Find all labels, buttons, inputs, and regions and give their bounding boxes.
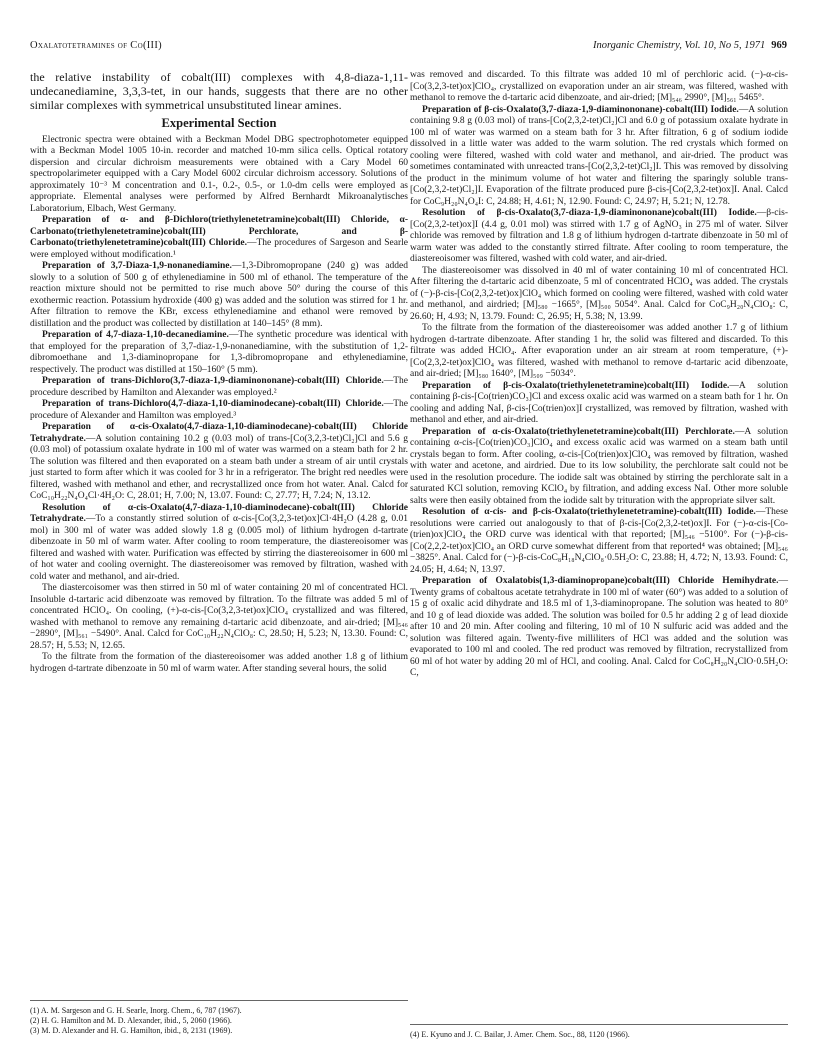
paragraph-body: —A solution containing α-cis-[Co(trien)CO₃]ClO₄ and excess oxalic acid was warmed on a steam bath until crystals began to form. After cooling, α-cis-[Co(trien)ox]ClO₄ was removed by filtration, washed with water and acetone, and airdried. Due to its low solubility, the perchlorate salt could not be used in the resolution procedure. The iodide salt was obtained by stirring the perchlorate salt in a saturated KCl solution, removing KClO₄ by filtration, and adding excess NaI. Other more soluble salts were then easily obtained from the iodide salt by trituration with the appropriate silver salt.	[410, 426, 789, 506]
journal-name: Inorganic Chemistry, Vol. 10, No 5, 1971	[592, 40, 766, 51]
paragraph-body: —A solution containing β-cis-[Co(trien)CO₃]Cl and excess oxalic acid was warmed on a steam bath for 1 hr. On cooling and adding NaI, β-cis-[Co(trien)ox]I crystallized, was removed by filtration, washed with methanol and ether, and air-dried.	[410, 380, 788, 425]
paragraph	[410, 381, 788, 427]
paragraph: To the filtrate from the formation of the diastereoisomer was added another 1.8 g of lithium hydrogen d-tartrate dibenzoate in 50 ml of warm water. After standing several hours, the solid	[30, 652, 408, 674]
footnote: (4) E. Kyuno and J. C. Bailar, J. Amer. Chem. Soc., 88, 1120 (1966).	[410, 1030, 630, 1039]
paragraph-body: —1,3-Dibromopropane (240 g) was added slowly to a solution of 500 g of ethylenediamine in 500 ml of ethanol. The temperature of the reaction mixture should not be permitted to rise much above 50° during the course of this exothermic reaction. Potassium hydroxide (400 g) was added and the solution was stirred for 1 hr. After filtration to remove the KBr, excess ethylenediamine and ethanol were removed by distillation and the product was collected by distillation at 140–145° (8 mm).	[30, 261, 408, 329]
paragraph-heading: Resolution of α-cis- and β-cis-Oxalato(triethylenetetramine)-cobalt(III) Iodide.	[422, 507, 756, 517]
paragraph-body: —The procedure described by Hamilton and Alexander was employed.²	[30, 376, 408, 398]
paragraph-body: —The procedure of Alexander and Hamilton was employed.³	[30, 399, 408, 421]
paragraph-body: —Twenty grams of cobaltous acetate tetrahydrate in 100 ml of water (60°) was added to a solution of 15 g of oxalic acid dihydrate and 18.5 ml of 1,3-diaminopropane. The solution was heated to 80° and 10 g of lead dioxide was added. The solution was boiled for 0.5 hr adding 2 g of lead dioxide after 10 and 20 min. After cooling and filtering, 10 ml of 10 N sulfuric acid was added and the solution was filtered again. Twenty-five milliliters of HCl was added and the solution was evaporated to 100 ml and cooled. The red product was removed by filtration, recrystallized from 60 ml of hot water by adding 20 ml of HCl, and cooling. Anal. Calcd for CoC₈H₂₀N₄ClO·0.5H₂O: C,	[410, 576, 788, 678]
paragraph	[410, 208, 788, 266]
paragraph-heading: Preparation of 4,7-diaza-1,10-decanediamine.	[42, 330, 229, 340]
paragraph-heading: Resolution of α-cis-Oxalato(4,7-diaza-1,10-diaminodecane)-cobalt(III) Chloride Tetrahydrate.	[30, 502, 408, 524]
paragraph-heading: Preparation of β-cis-Oxalato(3,7-diaza-1,9-diaminononane)-cobalt(III) Iodide.	[422, 104, 739, 115]
left-column	[30, 70, 408, 675]
paragraph: Electronic spectra were obtained with a Beckman Model DBG spectrophotometer equipped with a Beckman Model 1005 10-in. recorder and matched 10-mm silica cells. Optical rotatory dispersion and circular dichroism measurements were obtained with a Cary Model 60 spectropolarimeter equipped with a Cary Model 6002 circular dichroism accessory. Solutions of approximately 10⁻³ M concentration and 0.1-, 0.2-, 0.5-, or 1.0-dm cells were employed as appropriate. Elemental analyses were performed by Alfred Bernhardt Mikroanalytisches Laboratorium, Elbach, West Germany.	[30, 134, 408, 214]
paragraph	[30, 399, 408, 422]
paragraph-heading: Preparation of trans-Dichloro(4,7-diaza-1,10-diaminodecane)-cobalt(III) Chloride.	[42, 399, 384, 409]
paragraph-body: —β-cis-[Co(2,3,2-tet)ox]I (4.4 g, 0.01 mol) was stirred with 1.7 g of AgNO₃ in 275 ml of water. Silver chloride was removed by filtration and 1.8 g of lithium hydrogen d-tartrate dibenzoate in 50 ml of warm water was added to the constantly stirred filtrate. After cooling to room temperature, the diastereoisomer was filtered, washed with cold water, and air-dried.	[410, 208, 788, 264]
paragraph	[410, 507, 788, 576]
paragraph	[30, 261, 408, 330]
paragraph-body: —To a constantly stirred solution of α-cis-[Co(3,2,3-tet)ox]Cl·4H₂O (4.28 g, 0.01 mol) in 300 ml of water was added slowly 1.8 g (0.005 mol) of lithium hydrogen d-tartrate dibenzoate in 50 ml of warm water. After cooling to room temperature, the diastereoisomer was filtered and washed with water. Purification was effected by stirring the diastereoisomer in 600 ml of hot water and cooling overnight. The diastereoisomer was removed by filtration, washed with cold water and methanol, and air-dried.	[30, 514, 408, 582]
paragraph	[30, 503, 408, 584]
paragraph	[30, 215, 408, 261]
paragraph	[30, 376, 408, 399]
footnote: (2) H. G. Hamilton and M. D. Alexander, ibid., 5, 2060 (1966).	[30, 1016, 232, 1025]
intro-paragraph: the relative instability of cobalt(III) complexes with 4,8-diaza-1,11-undecanediamine, 3,3,3-tet, in our hands, suggests that there are no other similar complexes with symmetrical unsubstituted linear amines.	[30, 70, 408, 112]
paragraph-body: —These resolutions were carried out analogously to that of β-cis-[Co(2,3,2-tet)ox]I. For (−)-α-cis-[Co-(trien)ox]ClO₄ the ORD curve was identical with that reported; [M]₅₄₆ −5100°. For (−)-β-cis-[Co(2,2,2-tet)ox]ClO₄ an ORD curve somewhat different from that reported⁴ was obtained; [M]₅₄₆ −3825°. Anal. Calcd for (−)-β-cis-CoC₈H₁₈N₄ClO₈·0.5H₂O: C, 23.88; H, 4.72; N, 13.93. Found: C, 24.05; H, 4.64; N, 13.97.	[410, 507, 788, 575]
paragraph: To the filtrate from the formation of the diastereoisomer was added another 1.7 g of lithium hydrogen d-tartrate dibenzoate. After standing 1 hr, the solid was filtered and discarded. To this filtrate was added HClO₄. After evaporation under an air stream at room temperature, (+)-[Co(2,3,2-tet)ox]ClO₄ was filtered, washed with methanol to remove d-tartaric acid dibenzoate, and air-dried; [M]₅₈₀ 1640°, [M]₅₀₉ −5034°.	[410, 323, 788, 379]
paragraph	[410, 105, 788, 209]
right-column	[410, 70, 788, 680]
footnotes-left	[30, 1000, 408, 1036]
paragraph: was removed and discarded. To this filtrate was added 10 ml of perchloric acid. (−)-α-cis-[Co(3,2,3-tet)ox]ClO₄, crystallized on evaporation under an air stream, was filtered, washed with methanol to remove the d-tartaric acid dibenzoate, and air-dried; [M]₅₄₆ 2990°, [M]₅₆₁ 5465°.	[410, 70, 788, 103]
journal-citation	[593, 40, 787, 51]
paragraph-heading: Resolution of β-cis-Oxalato(3,7-diaza-1,9-diaminononane)cobalt(III) Iodide.	[422, 208, 757, 218]
paragraph-heading: Preparation of β-cis-Oxalato(triethylenetetramine)cobalt(III) Iodide.	[422, 380, 730, 391]
paragraph	[410, 427, 788, 508]
running-header	[30, 40, 787, 56]
paragraph-body: —The procedures of Sargeson and Searle were employed without modification.¹	[30, 238, 408, 260]
paragraph: The diastercoisomer was then stirred in 50 ml of water containing 20 ml of concentrated HCl. Insoluble d-tartaric acid dibenzoate was removed by filtration. To the filtrate was added 5 ml of concentrated HClO₄. On cooling, (+)-α-cis-[Co(3,2,3-tet)ox]ClO₄ crystallized and was filtered, washed with methanol to remove any remaining d-tartaric acid dibenzoate, and air-dried; [M]₅₄₆ −2890°, [M]₅₆₁ −5490°. Anal. Calcd for CoC₁₀H₂₂N₄ClO₈: C, 28.50; H, 5.23; N, 13.30. Found: C, 28.57; H, 5.53; N, 12.65.	[30, 583, 408, 651]
paragraph-heading: Preparation of α-cis-Oxalato(4,7-diaza-1,10-diaminodecane)-cobalt(III) Chloride Tetrahydrate.	[30, 422, 408, 444]
running-title: Oxalatotetramines of Co(III)	[30, 40, 162, 51]
paragraph-heading: Preparation of α- and β-Dichloro(triethylenetetramine)cobalt(III) Chloride, α-Carbonato(triethylenetetramine)cobalt(III) Perchlorate, and β-Carbonato(triethylenetetramine)cobalt(III) Chloride.	[30, 215, 408, 248]
paragraph-heading: Preparation of 3,7-Diaza-1,9-nonanediamine.	[42, 261, 232, 271]
footnotes-right	[410, 1024, 788, 1040]
paragraph	[410, 576, 788, 680]
page-number: 969	[771, 40, 787, 51]
footnote: (1) A. M. Sargeson and G. H. Searle, Inorg. Chem., 6, 787 (1967).	[30, 1006, 242, 1015]
paragraph: The diastereoisomer was dissolved in 40 ml of water containing 10 ml of concentrated HCl. After filtering the d-tartaric acid dibenzoate, 5 ml of concentrated HClO₄ was added. The crystals of (−)-β-cis-[Co(2,3,2-tet)ox]ClO₄ which formed on cooling were filtered, washed with cold water and methanol, and airdried; [M]₅₈₀ −1665°, [M]₅₀₀ 5054°. Anal. Calcd for CoC₉H₂₀N₄ClO₈: C, 26.60; H, 4.93; N, 13.79. Found: C, 26.95; H, 5.38; N, 13.99.	[410, 265, 788, 322]
section-title: Experimental Section	[161, 116, 277, 130]
paragraph	[30, 330, 408, 376]
paragraph-body: —A solution containing 10.2 g (0.03 mol) of trans-[Co(3,2,3-tet)Cl₂]Cl and 5.6 g (0.03 mol) of potassium oxalate hydrate in 100 ml of water was warmed on a steam bath for 2 hr. The solution was filtered and then evaporated on a steam bath under a stream of air until crystals just started to form after which it was cooled for 3 hr in a refrigerator. The bright red needles were filtered, washed with methanol and ether, and recrystallized once from hot water. Anal. Calcd for CoC₁₀H₂₂N₄O₄Cl·4H₂O: C, 28.01; H, 7.00; N, 13.07. Found: C, 27.77; H, 7.24; N, 13.12.	[30, 433, 408, 501]
paragraph-heading: Preparation of α-cis-Oxalato(triethylenetetramine)cobalt(III) Perchlorate.	[422, 426, 735, 437]
paragraph-body: —A solution containing 9.8 g (0.03 mol) of trans-[Co(2,3,2-tet)Cl₂]Cl and 6.0 g of potassium oxalate hydrate in 100 ml of water was warmed on a steam bath for 3 hr. After filtration, 6 g of sodium iodide dissolved in a little water was added to the warm solution. The red crystals which formed on cooling were filtered, washed with cold water and methanol, and air-dried. The product was sometimes contaminated with unreacted trans-[Co(2,3,2-tet)Cl₂]I. This was removed by dissolving the product in the minimum volume of hot water and filtering the sparingly soluble trans-[Co(2,3,2-tet)Cl₂]I. Evaporation of the filtrate produced pure β-cis-[Co(2,3,2-tet)ox]I. Anal. Calcd for CoC₉H₂₀N₄O₄I: C, 24.88; H, 4.61; N, 12.90. Found: C, 24.97; H, 5.21; N, 12.78.	[410, 104, 788, 207]
paragraph	[30, 422, 408, 503]
paragraph-heading: Preparation of Oxalatobis(1,3-diaminopropane)cobalt(III) Chloride Hemihydrate.	[422, 576, 779, 586]
footnote: (3) M. D. Alexander and H. G. Hamilton, ibid., 8, 2131 (1969).	[30, 1026, 233, 1035]
paragraph-heading: Preparation of trans-Dichloro(3,7-diaza-1,9-diaminononane)-cobalt(III) Chloride.	[42, 376, 384, 386]
paragraph-body: —The synthetic procedure was identical with that employed for the preparation of 3,7-diaz-1,9-nonanediamine, with the substitution of 1,2-dibromoethane and 1,3-diaminopropane for 1,3-dibromopropane and ethylenediamine, respectively. The product was distilled at 150–160° (5 mm).	[30, 330, 409, 375]
